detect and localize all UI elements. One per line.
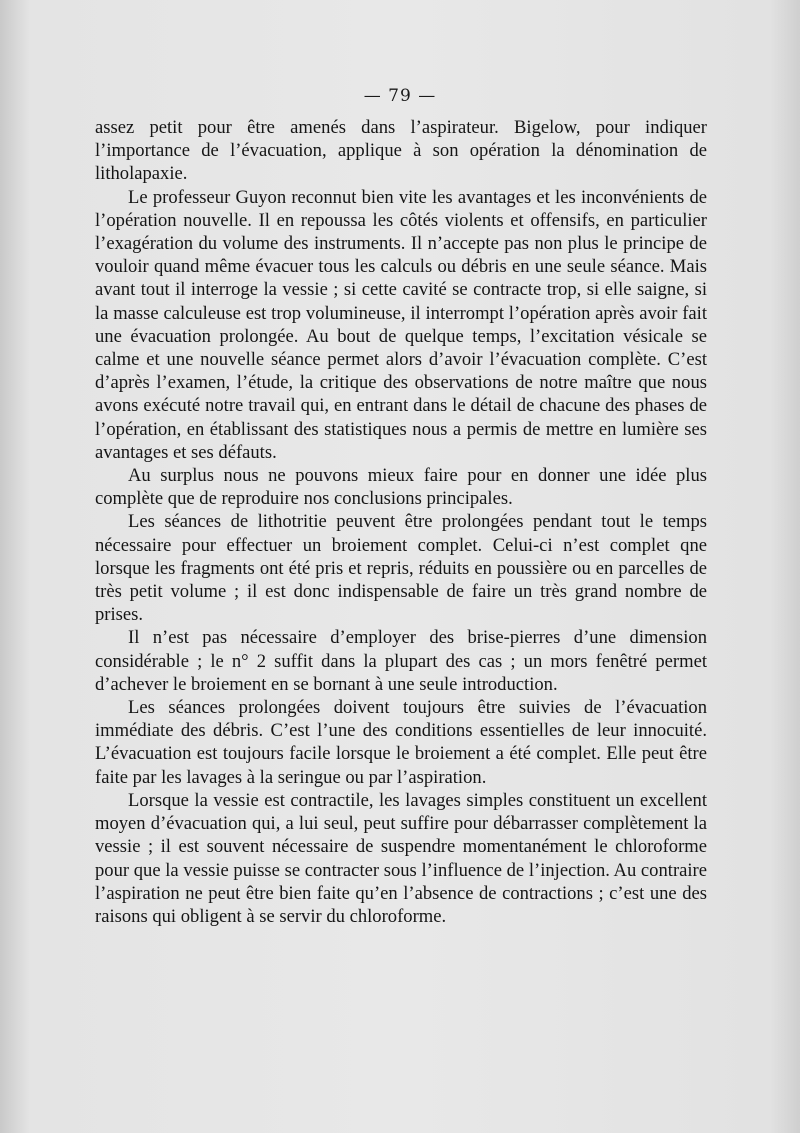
paragraph-6: Les séances prolongées doivent toujours être suivies de l’évacuation immédiate des débris. C’est l’une des conditions essentielles de leur innocuité. L’évacuation est toujours facile lorsque le broiement a été complet. Elle peut être faite par les lavages à la seringue ou par l’aspiration. [95,697,707,788]
paragraph-5: Il n’est pas nécessaire d’employer des brise-pierres d’une dimension considérable ; le n° 2 suffit dans la plupart des cas ; un mors fenêtré permet d’achever le broiement en se bornant à une seule introduction. [95,627,707,695]
paragraph-2: Le professeur Guyon reconnut bien vite les avantages et les inconvénients de l’opération nouvelle. Il en repoussa les côtés violents et offensifs, en particulier l’exagération du volume des instruments. Il n’accepte pas non plus le principe de vouloir quand même évacuer tous les calculs ou débris en une seule séance. Mais avant tout il interroge la vessie ; si cette cavité se contracte trop, si elle saigne, si la masse calculeuse est trop volumineuse, il interrompt l’opération après avoir fait une évacuation prolongée. Au bout de quelque temps, l’excitation vésicale se calme et une nouvelle séance permet alors d’avoir l’évacuation complète. C’est d’après l’examen, l’étude, la critique des observations de notre maître que nous avons exécuté notre travail qui, en entrant dans le détail de chacune des phases de l’opération, en établissant des statistiques nous a permis de mettre en lumière ses avantages et ses défauts. [95,186,707,463]
paragraph-7: Lorsque la vessie est contractile, les lavages simples constituent un excellent moyen d’évacuation qui, a lui seul, peut suffire pour débarrasser complètement la vessie ; il est souvent nécessaire de suspendre momentanément le chloroforme pour que la vessie puisse se contracter sous l’influence de l’injection. Au contraire l’aspiration ne peut être bien faite qu’en l’absence de contractions ; c’est une des raisons qui obligent à se servir du chloroforme. [95,789,707,927]
paragraph-4: Les séances de lithotritie peuvent être prolongées pendant tout le temps nécessaire pour effectuer un broiement complet. Celui-ci n’est complet qne lorsque les fragments ont été pris et repris, réduits en poussière ou en parcelles de très petit volume ; il est donc indispensable de faire un très grand nombre de prises. [95,511,707,626]
page-number: — 79 — [363,86,437,106]
paragraph-3: Au surplus nous ne pouvons mieux faire pour en donner une idée plus complète que de reproduire nos conclusions principales. [95,465,707,510]
paragraph-1: assez petit pour être amenés dans l’aspirateur. Bigelow, pour indiquer l’importance de l’évacuation, applique à son opération la dénomination de litholapaxie. [95,117,707,185]
body-text [95,116,707,928]
